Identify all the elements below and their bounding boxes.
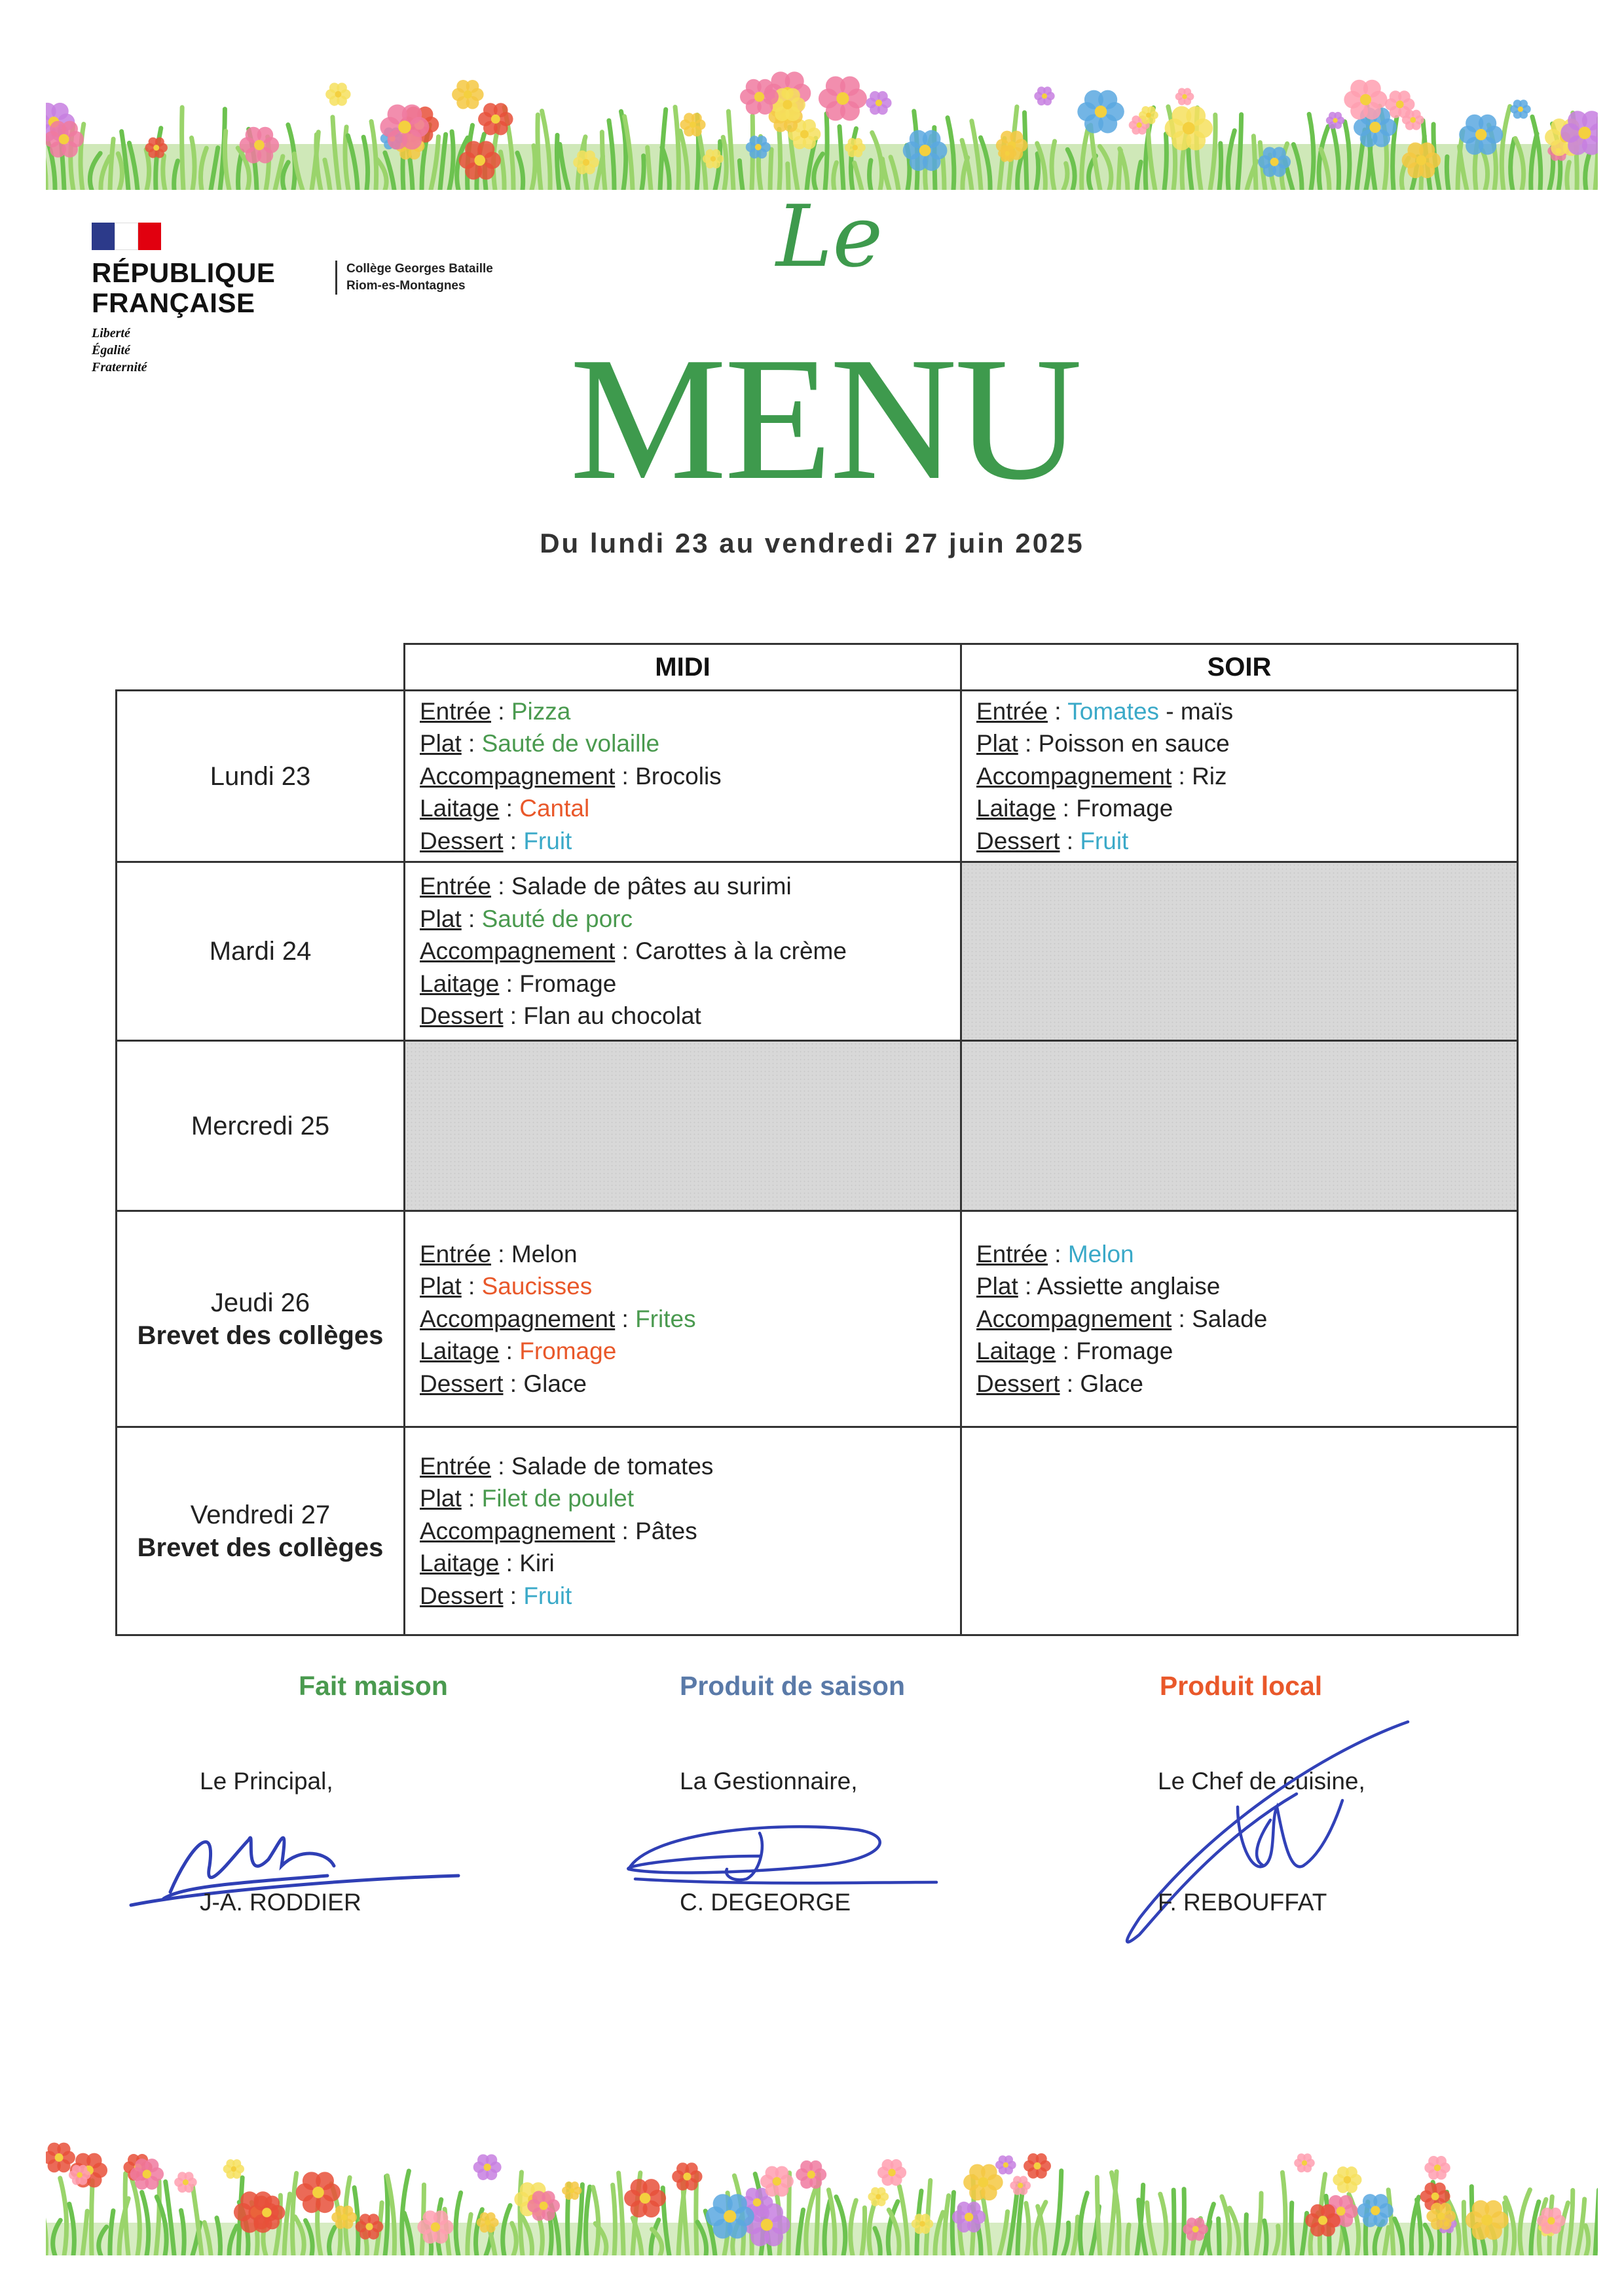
- label-plat: Plat: [420, 905, 462, 932]
- dish-accompagnement: Carottes à la crème: [635, 938, 847, 965]
- grass-blade: [1595, 2190, 1598, 2255]
- label-entree: Entrée: [976, 1240, 1048, 1267]
- flower-icon: [1333, 2166, 1361, 2193]
- republique-line1: RÉPUBLIQUE: [92, 257, 276, 288]
- grass-blade: [182, 107, 183, 190]
- dish-plat: Poisson en sauce: [1038, 730, 1230, 757]
- label-dessert: Dessert: [420, 827, 504, 854]
- dish-plat: Saucisses: [481, 1273, 593, 1300]
- label-plat: Plat: [976, 1273, 1018, 1300]
- label-entree: Entrée: [420, 873, 492, 900]
- menu-cell-soir: [961, 691, 1518, 862]
- dish-accompagnement: Pâtes: [635, 1517, 697, 1544]
- flower-icon: [868, 2187, 889, 2206]
- grass-blade: [385, 2176, 388, 2255]
- menu-line-accompagnement: Accompagnement : Carottes à la crème: [420, 938, 847, 965]
- grass-blade: [825, 114, 827, 190]
- grass-blade: [952, 2193, 953, 2255]
- grass-blade: [1097, 2178, 1100, 2255]
- day-name: Mardi 24: [209, 937, 312, 966]
- flower-icon: [1175, 88, 1194, 105]
- dish-dessert: Glace: [523, 1370, 587, 1397]
- flower-icon: [680, 113, 705, 136]
- top-floral-banner: [46, 46, 1598, 190]
- grass-blade: [1128, 2225, 1129, 2255]
- table-row: [117, 862, 1518, 1041]
- grass-blade: [125, 2174, 128, 2255]
- menu-line-entree: Entrée : Melon: [420, 1240, 578, 1267]
- menu-line-laitage: Laitage : Fromage: [976, 795, 1173, 822]
- grass-blade: [862, 2208, 865, 2255]
- flower-icon: [452, 80, 483, 109]
- menu-line-laitage: Laitage : Fromage: [420, 970, 617, 997]
- flower-icon: [1424, 2156, 1450, 2179]
- flower-icon: [1294, 2153, 1315, 2172]
- dish-dessert: Fruit: [523, 827, 572, 854]
- dish-dessert: Flan au chocolat: [523, 1002, 701, 1030]
- grass-blade: [943, 157, 944, 190]
- label-accompagnement: Accompagnement: [420, 1517, 616, 1544]
- dish-dessert: Glace: [1080, 1370, 1143, 1397]
- grass-blade: [1238, 115, 1242, 190]
- grass-blade: [163, 156, 165, 190]
- menu-cell-midi: [405, 1427, 961, 1635]
- dish-plat: Sauté de porc: [481, 905, 633, 932]
- dish-entree: Pizza: [511, 697, 571, 725]
- grass-blade: [870, 160, 871, 190]
- dish-entree: Tomates: [1067, 697, 1160, 725]
- dish-laitage: Fromage: [1076, 795, 1173, 822]
- menu-line-laitage: Laitage : Fromage: [420, 1338, 617, 1365]
- legend-produit-local: Produit local: [1159, 1671, 1323, 1701]
- republique-line2: FRANÇAISE: [92, 287, 255, 318]
- label-laitage: Laitage: [420, 1338, 500, 1365]
- grass-blade: [1025, 113, 1027, 190]
- gestionnaire-label: La Gestionnaire,: [680, 1768, 858, 1795]
- menu-line-laitage: Laitage : Fromage: [976, 1338, 1173, 1365]
- flower-icon: [866, 91, 891, 115]
- label-entree: Entrée: [976, 697, 1048, 725]
- day-cell: [117, 1211, 405, 1427]
- grass-blade: [1173, 2190, 1174, 2255]
- header-empty-cell: [117, 644, 405, 691]
- menu-line-laitage: Laitage : Kiri: [420, 1550, 555, 1577]
- flower-icon: [995, 2155, 1016, 2174]
- menu-cell-midi: [405, 691, 961, 862]
- column-header-midi: MIDI: [405, 644, 961, 691]
- gestionnaire-name: C. DEGEORGE: [680, 1889, 851, 1916]
- menu-line-plat: Plat : Saucisses: [420, 1273, 593, 1300]
- day-cell: [117, 691, 405, 862]
- dish-laitage: Kiri: [519, 1550, 555, 1577]
- menu-line-entree: Entrée : Salade de tomates: [420, 1452, 714, 1480]
- motto-liberte: Liberté: [92, 326, 130, 340]
- grass-blade: [1164, 134, 1166, 190]
- label-plat: Plat: [420, 1485, 462, 1512]
- dish-accompagnement: Riz: [1192, 762, 1227, 790]
- label-laitage: Laitage: [420, 795, 500, 822]
- grass-blade: [1036, 154, 1039, 190]
- table-row: [117, 1041, 1518, 1211]
- flower-icon: [1010, 2176, 1031, 2195]
- dish-laitage: Fromage: [519, 1338, 617, 1365]
- grass-blade: [1246, 2215, 1247, 2255]
- label-plat: Plat: [420, 1273, 462, 1300]
- dish-laitage: Fromage: [1076, 1338, 1173, 1365]
- label-accompagnement: Accompagnement: [976, 1305, 1172, 1332]
- legend-produit-saison: Produit de saison: [680, 1671, 905, 1701]
- label-dessert: Dessert: [420, 1002, 504, 1030]
- menu-line-plat: Plat : Sauté de volaille: [420, 730, 660, 757]
- dish-plat: Assiette anglaise: [1037, 1273, 1221, 1300]
- principal-name: J-A. RODDIER: [200, 1889, 361, 1916]
- menu-line-entree: Entrée : Salade de pâtes au surimi: [420, 873, 792, 900]
- grass-blade: [1464, 2202, 1467, 2255]
- table-row: [117, 1211, 1518, 1427]
- menu-line-plat: Plat : Sauté de porc: [420, 905, 633, 932]
- bottom-floral-banner: [46, 2108, 1598, 2255]
- menu-line-accompagnement: Accompagnement : Frites: [420, 1305, 696, 1332]
- dish-laitage: Cantal: [519, 795, 590, 822]
- flower-icon: [624, 2179, 666, 2217]
- label-plat: Plat: [420, 730, 462, 757]
- menu-cell-midi: [405, 1211, 961, 1427]
- day-cell: [117, 1427, 405, 1635]
- menu-table: [115, 643, 1519, 1636]
- dish-entree: Melon: [1067, 1240, 1134, 1267]
- day-cell: [117, 1041, 405, 1211]
- grass-blade: [602, 132, 605, 190]
- menu-line-accompagnement: Accompagnement : Salade: [976, 1305, 1268, 1332]
- flower-icon: [296, 2172, 341, 2213]
- label-accompagnement: Accompagnement: [420, 1305, 616, 1332]
- flower-icon: [1077, 90, 1124, 134]
- republique-name: [92, 258, 275, 318]
- flower-icon: [796, 2160, 826, 2189]
- motto-egalite: Égalité: [92, 343, 130, 357]
- label-plat: Plat: [976, 730, 1018, 757]
- day-note: Brevet des collèges: [137, 1533, 384, 1562]
- menu-line-dessert: Dessert : Glace: [420, 1370, 587, 1397]
- label-entree: Entrée: [420, 697, 492, 725]
- dish-dessert: Fruit: [523, 1582, 572, 1609]
- menu-line-plat: Plat : Assiette anglaise: [976, 1273, 1221, 1300]
- chef-signature: [1087, 1709, 1428, 1958]
- grass-blade: [1567, 162, 1570, 190]
- menu-line-dessert: Dessert : Flan au chocolat: [420, 1002, 701, 1030]
- label-dessert: Dessert: [976, 827, 1060, 854]
- menu-line-laitage: Laitage : Cantal: [420, 795, 590, 822]
- closed-cell: [961, 862, 1518, 1041]
- chef-name: F. REBOUFFAT: [1158, 1889, 1327, 1916]
- grass-blade: [1183, 2189, 1184, 2255]
- closed-cell: [405, 1041, 961, 1211]
- menu-line-dessert: Dessert : Fruit: [420, 827, 572, 854]
- grass-blade: [642, 156, 644, 190]
- date-range: Du lundi 23 au vendredi 27 juin 2025: [540, 528, 1084, 558]
- menu-line-dessert: Dessert : Glace: [976, 1370, 1143, 1397]
- chef-label: Le Chef de cuisine,: [1158, 1768, 1365, 1795]
- menu-cell-soir: [961, 1211, 1518, 1427]
- day-note: Brevet des collèges: [137, 1321, 384, 1350]
- label-accompagnement: Accompagnement: [976, 762, 1172, 790]
- dish-accompagnement: Frites: [635, 1305, 696, 1332]
- table-header-row: [117, 644, 1518, 691]
- flower-icon: [963, 2164, 1003, 2200]
- label-dessert: Dessert: [420, 1370, 504, 1397]
- dish-laitage: Fromage: [519, 970, 617, 997]
- menu-line-entree: Entrée : Pizza: [420, 697, 571, 725]
- dish-entree: Melon: [511, 1240, 578, 1267]
- menu-line-dessert: Dessert : Fruit: [976, 827, 1129, 854]
- republique-francaise-logo: [92, 223, 275, 376]
- grass-blade: [1282, 2172, 1285, 2255]
- label-laitage: Laitage: [976, 795, 1056, 822]
- day-name: Lundi 23: [210, 761, 311, 791]
- column-header-soir: SOIR: [961, 644, 1518, 691]
- day-name: Mercredi 25: [191, 1111, 330, 1140]
- dish-plat: Sauté de volaille: [481, 730, 660, 757]
- empty-cell-soir: [961, 1427, 1518, 1635]
- dish-entree-extra: maïs: [1180, 697, 1234, 725]
- menu-line-accompagnement: Accompagnement : Riz: [976, 762, 1227, 790]
- grass-blade: [1264, 2221, 1266, 2255]
- label-dessert: Dessert: [976, 1370, 1060, 1397]
- table-row: [117, 1427, 1518, 1635]
- grass-blade: [1253, 136, 1256, 190]
- menu-line-accompagnement: Accompagnement : Pâtes: [420, 1517, 697, 1544]
- menu-line-dessert: Dessert : Fruit: [420, 1582, 572, 1609]
- flower-icon: [1024, 2153, 1051, 2179]
- legend-fait-maison: Fait maison: [299, 1671, 448, 1701]
- grass-blade: [739, 160, 743, 190]
- menu-line-accompagnement: Accompagnement : Brocolis: [420, 762, 722, 790]
- dish-accompagnement: Salade: [1192, 1305, 1268, 1332]
- label-laitage: Laitage: [976, 1338, 1056, 1365]
- republic-motto: [92, 325, 275, 376]
- day-name: Jeudi 26: [210, 1288, 310, 1317]
- dish-dessert: Fruit: [1080, 827, 1129, 854]
- flower-icon: [1510, 100, 1531, 118]
- label-entree: Entrée: [420, 1452, 492, 1480]
- flag-icon: [92, 223, 161, 250]
- dish-accompagnement: Brocolis: [635, 762, 722, 790]
- menu-cell-midi: [405, 862, 961, 1041]
- label-accompagnement: Accompagnement: [420, 762, 616, 790]
- label-laitage: Laitage: [420, 1550, 500, 1577]
- menu-line-plat: Plat : Poisson en sauce: [976, 730, 1230, 757]
- label-dessert: Dessert: [420, 1582, 504, 1609]
- grass-blade: [779, 129, 781, 190]
- table-row: [117, 691, 1518, 862]
- principal-label: Le Principal,: [200, 1768, 333, 1795]
- grass-blade: [1447, 156, 1449, 190]
- grass-blade: [1291, 2203, 1293, 2255]
- day-name: Vendredi 27: [190, 1500, 331, 1529]
- grass-blade: [156, 2181, 159, 2255]
- menu-line-entree: Entrée : Melon: [976, 1240, 1134, 1267]
- grass-blade: [613, 2185, 616, 2255]
- grass-blade: [1219, 143, 1221, 190]
- college-name: [335, 261, 493, 295]
- title-le: Le: [776, 187, 883, 286]
- day-cell: [117, 862, 405, 1041]
- closed-cell: [961, 1041, 1518, 1211]
- page-title: MENU: [570, 321, 1080, 517]
- flower-icon: [473, 2154, 502, 2180]
- college-city: Riom-es-Montagnes: [346, 279, 466, 293]
- flower-icon: [877, 2159, 906, 2186]
- label-accompagnement: Accompagnement: [420, 938, 616, 965]
- dish-entree: Salade de pâtes au surimi: [511, 873, 792, 900]
- dish-plat: Filet de poulet: [481, 1485, 635, 1512]
- motto-fraternite: Fraternité: [92, 360, 147, 374]
- menu-line-entree: Entrée : Tomates - maïs: [976, 697, 1234, 725]
- grass-blade: [770, 149, 771, 190]
- menu-line-plat: Plat : Filet de poulet: [420, 1485, 635, 1512]
- college-line1: Collège Georges Bataille: [346, 262, 493, 276]
- flower-icon: [562, 2181, 581, 2200]
- label-laitage: Laitage: [420, 970, 500, 997]
- grass-blade: [92, 2181, 93, 2255]
- flower-icon: [325, 82, 350, 105]
- dish-entree: Salade de tomates: [511, 1452, 714, 1480]
- label-entree: Entrée: [420, 1240, 492, 1267]
- flower-icon: [1034, 86, 1054, 105]
